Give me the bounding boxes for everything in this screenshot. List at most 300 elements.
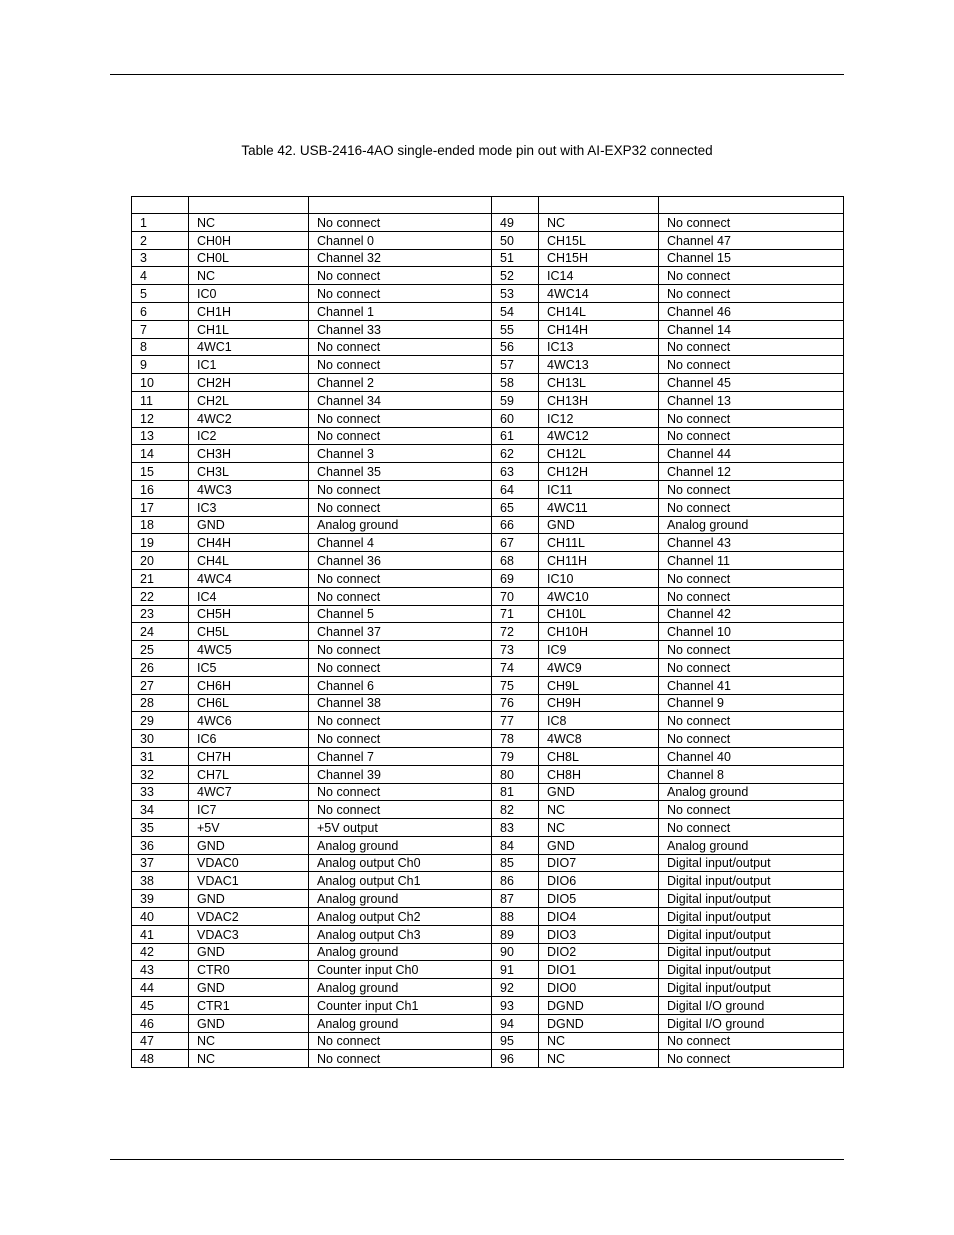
header-cell — [492, 197, 539, 214]
pin-number-cell: 40 — [132, 908, 189, 926]
signal-name-cell: NC — [539, 819, 659, 837]
pin-number-cell: 56 — [492, 338, 539, 356]
pin-number-cell: 36 — [132, 836, 189, 854]
signal-name-cell: 4WC5 — [189, 641, 309, 659]
pin-number-cell: 8 — [132, 338, 189, 356]
pin-description-cell: No connect — [309, 356, 492, 374]
table-row — [132, 765, 844, 783]
pin-number-cell: 62 — [492, 445, 539, 463]
pin-number-cell: 96 — [492, 1050, 539, 1068]
signal-name-cell: CH1H — [189, 302, 309, 320]
pin-number-cell: 30 — [132, 730, 189, 748]
signal-name-cell: 4WC12 — [539, 427, 659, 445]
pin-description-cell: No connect — [309, 1032, 492, 1050]
signal-name-cell: NC — [539, 1032, 659, 1050]
pin-number-cell: 93 — [492, 997, 539, 1015]
pin-number-cell: 25 — [132, 641, 189, 659]
signal-name-cell: IC0 — [189, 285, 309, 303]
pin-description-cell: Channel 37 — [309, 623, 492, 641]
table-row — [132, 694, 844, 712]
signal-name-cell: 4WC10 — [539, 587, 659, 605]
pin-description-cell: No connect — [659, 214, 844, 232]
pin-description-cell: Analog ground — [309, 979, 492, 997]
table-row — [132, 320, 844, 338]
pin-description-cell: No connect — [659, 338, 844, 356]
pin-number-cell: 42 — [132, 943, 189, 961]
signal-name-cell: IC1 — [189, 356, 309, 374]
table-row — [132, 908, 844, 926]
pin-description-cell: Channel 42 — [659, 605, 844, 623]
pin-number-cell: 60 — [492, 409, 539, 427]
signal-name-cell: CH11H — [539, 552, 659, 570]
pin-number-cell: 64 — [492, 480, 539, 498]
pin-description-cell: No connect — [659, 1050, 844, 1068]
pin-description-cell: No connect — [309, 587, 492, 605]
pin-number-cell: 26 — [132, 658, 189, 676]
table-row — [132, 463, 844, 481]
pin-description-cell: Channel 11 — [659, 552, 844, 570]
pin-description-cell: No connect — [659, 427, 844, 445]
signal-name-cell: CH3H — [189, 445, 309, 463]
pin-number-cell: 74 — [492, 658, 539, 676]
pin-description-cell: No connect — [659, 409, 844, 427]
signal-name-cell: GND — [189, 890, 309, 908]
pin-description-cell: No connect — [309, 480, 492, 498]
pin-number-cell: 46 — [132, 1014, 189, 1032]
pin-number-cell: 45 — [132, 997, 189, 1015]
pin-description-cell: Analog ground — [309, 516, 492, 534]
pin-number-cell: 71 — [492, 605, 539, 623]
pin-description-cell: No connect — [659, 1032, 844, 1050]
pin-number-cell: 83 — [492, 819, 539, 837]
table-row — [132, 445, 844, 463]
pin-number-cell: 85 — [492, 854, 539, 872]
pin-number-cell: 9 — [132, 356, 189, 374]
signal-name-cell: VDAC2 — [189, 908, 309, 926]
signal-name-cell: CH3L — [189, 463, 309, 481]
pin-description-cell: Channel 6 — [309, 676, 492, 694]
pin-description-cell: No connect — [659, 356, 844, 374]
table-row — [132, 391, 844, 409]
pin-number-cell: 57 — [492, 356, 539, 374]
signal-name-cell: VDAC0 — [189, 854, 309, 872]
pin-number-cell: 17 — [132, 498, 189, 516]
signal-name-cell: CH8L — [539, 747, 659, 765]
pin-number-cell: 2 — [132, 231, 189, 249]
pin-description-cell: Channel 43 — [659, 534, 844, 552]
signal-name-cell: CH5H — [189, 605, 309, 623]
table-row — [132, 747, 844, 765]
pin-description-cell: Channel 14 — [659, 320, 844, 338]
pin-number-cell: 29 — [132, 712, 189, 730]
pin-description-cell: No connect — [309, 498, 492, 516]
table-row — [132, 214, 844, 232]
signal-name-cell: IC6 — [189, 730, 309, 748]
pin-number-cell: 41 — [132, 925, 189, 943]
table-row — [132, 623, 844, 641]
signal-name-cell: 4WC4 — [189, 569, 309, 587]
signal-name-cell: CH7H — [189, 747, 309, 765]
pin-description-cell: +5V output — [309, 819, 492, 837]
pin-description-cell: Channel 32 — [309, 249, 492, 267]
signal-name-cell: CH11L — [539, 534, 659, 552]
pin-number-cell: 28 — [132, 694, 189, 712]
signal-name-cell: GND — [189, 836, 309, 854]
pin-number-cell: 22 — [132, 587, 189, 605]
pin-number-cell: 94 — [492, 1014, 539, 1032]
pin-description-cell: Channel 47 — [659, 231, 844, 249]
signal-name-cell: CH2L — [189, 391, 309, 409]
pin-number-cell: 50 — [492, 231, 539, 249]
pin-number-cell: 11 — [132, 391, 189, 409]
pin-description-cell: No connect — [309, 783, 492, 801]
signal-name-cell: NC — [539, 1050, 659, 1068]
pin-number-cell: 53 — [492, 285, 539, 303]
pin-number-cell: 76 — [492, 694, 539, 712]
pin-number-cell: 84 — [492, 836, 539, 854]
signal-name-cell: CH9L — [539, 676, 659, 694]
signal-name-cell: 4WC2 — [189, 409, 309, 427]
pin-description-cell: Analog output Ch1 — [309, 872, 492, 890]
pin-number-cell: 31 — [132, 747, 189, 765]
signal-name-cell: CH5L — [189, 623, 309, 641]
pin-number-cell: 80 — [492, 765, 539, 783]
signal-name-cell: DGND — [539, 1014, 659, 1032]
pinout-table — [131, 196, 844, 1068]
pin-number-cell: 13 — [132, 427, 189, 445]
pin-description-cell: Channel 7 — [309, 747, 492, 765]
pin-description-cell: No connect — [659, 267, 844, 285]
pin-number-cell: 73 — [492, 641, 539, 659]
pin-description-cell: No connect — [309, 285, 492, 303]
pin-description-cell: No connect — [659, 569, 844, 587]
pin-number-cell: 79 — [492, 747, 539, 765]
signal-name-cell: GND — [539, 783, 659, 801]
table-row — [132, 1014, 844, 1032]
table-row — [132, 997, 844, 1015]
signal-name-cell: CH13H — [539, 391, 659, 409]
signal-name-cell: CH10L — [539, 605, 659, 623]
pin-description-cell: Channel 12 — [659, 463, 844, 481]
table-row — [132, 552, 844, 570]
signal-name-cell: NC — [189, 267, 309, 285]
table-row — [132, 979, 844, 997]
signal-name-cell: IC7 — [189, 801, 309, 819]
pin-number-cell: 20 — [132, 552, 189, 570]
signal-name-cell: 4WC13 — [539, 356, 659, 374]
signal-name-cell: DIO5 — [539, 890, 659, 908]
pin-description-cell: Digital input/output — [659, 961, 844, 979]
pin-number-cell: 5 — [132, 285, 189, 303]
pin-number-cell: 48 — [132, 1050, 189, 1068]
pin-description-cell: No connect — [659, 587, 844, 605]
pin-number-cell: 44 — [132, 979, 189, 997]
pin-number-cell: 88 — [492, 908, 539, 926]
pin-description-cell: Digital I/O ground — [659, 1014, 844, 1032]
signal-name-cell: DIO3 — [539, 925, 659, 943]
pin-description-cell: No connect — [659, 480, 844, 498]
signal-name-cell: CH6H — [189, 676, 309, 694]
table-row — [132, 231, 844, 249]
pin-description-cell: Digital input/output — [659, 979, 844, 997]
table-row — [132, 783, 844, 801]
pin-description-cell: Channel 3 — [309, 445, 492, 463]
table-row — [132, 480, 844, 498]
header-cell — [659, 197, 844, 214]
signal-name-cell: IC8 — [539, 712, 659, 730]
header-cell — [539, 197, 659, 214]
pin-description-cell: Analog output Ch0 — [309, 854, 492, 872]
table-row — [132, 890, 844, 908]
pin-description-cell: No connect — [309, 338, 492, 356]
signal-name-cell: 4WC8 — [539, 730, 659, 748]
signal-name-cell: CH13L — [539, 374, 659, 392]
table-row — [132, 730, 844, 748]
table-row — [132, 338, 844, 356]
signal-name-cell: 4WC7 — [189, 783, 309, 801]
pin-description-cell: Analog output Ch2 — [309, 908, 492, 926]
pin-description-cell: No connect — [659, 801, 844, 819]
signal-name-cell: 4WC3 — [189, 480, 309, 498]
signal-name-cell: GND — [539, 836, 659, 854]
table-row — [132, 587, 844, 605]
pin-number-cell: 23 — [132, 605, 189, 623]
pin-number-cell: 78 — [492, 730, 539, 748]
signal-name-cell: CH8H — [539, 765, 659, 783]
pin-description-cell: No connect — [659, 658, 844, 676]
table-row — [132, 658, 844, 676]
signal-name-cell: CH12H — [539, 463, 659, 481]
pin-description-cell: Channel 41 — [659, 676, 844, 694]
pin-description-cell: Analog ground — [309, 1014, 492, 1032]
pin-description-cell: Digital input/output — [659, 890, 844, 908]
pin-number-cell: 90 — [492, 943, 539, 961]
signal-name-cell: CH0L — [189, 249, 309, 267]
pin-description-cell: No connect — [309, 712, 492, 730]
pin-number-cell: 58 — [492, 374, 539, 392]
pin-number-cell: 21 — [132, 569, 189, 587]
pin-number-cell: 95 — [492, 1032, 539, 1050]
pin-description-cell: No connect — [309, 1050, 492, 1068]
table-row — [132, 943, 844, 961]
pin-number-cell: 91 — [492, 961, 539, 979]
signal-name-cell: 4WC14 — [539, 285, 659, 303]
pin-description-cell: Channel 9 — [659, 694, 844, 712]
pin-description-cell: No connect — [659, 712, 844, 730]
pin-number-cell: 37 — [132, 854, 189, 872]
pin-number-cell: 61 — [492, 427, 539, 445]
signal-name-cell: +5V — [189, 819, 309, 837]
pin-description-cell: No connect — [659, 285, 844, 303]
pin-number-cell: 35 — [132, 819, 189, 837]
pin-number-cell: 86 — [492, 872, 539, 890]
table-row — [132, 267, 844, 285]
pin-description-cell: No connect — [659, 730, 844, 748]
pin-number-cell: 81 — [492, 783, 539, 801]
pin-number-cell: 51 — [492, 249, 539, 267]
pin-number-cell: 33 — [132, 783, 189, 801]
signal-name-cell: GND — [189, 1014, 309, 1032]
pin-description-cell: Channel 15 — [659, 249, 844, 267]
pin-description-cell: Digital input/output — [659, 925, 844, 943]
table-row — [132, 676, 844, 694]
pin-number-cell: 70 — [492, 587, 539, 605]
pin-description-cell: Counter input Ch1 — [309, 997, 492, 1015]
pin-number-cell: 27 — [132, 676, 189, 694]
signal-name-cell: DIO7 — [539, 854, 659, 872]
pin-number-cell: 43 — [132, 961, 189, 979]
signal-name-cell: CH6L — [189, 694, 309, 712]
signal-name-cell: CH4H — [189, 534, 309, 552]
pin-description-cell: Analog ground — [309, 943, 492, 961]
pin-description-cell: No connect — [309, 730, 492, 748]
table-row — [132, 1050, 844, 1068]
table-row — [132, 854, 844, 872]
pin-number-cell: 52 — [492, 267, 539, 285]
pin-description-cell: No connect — [309, 569, 492, 587]
signal-name-cell: CH0H — [189, 231, 309, 249]
pin-description-cell: Channel 45 — [659, 374, 844, 392]
signal-name-cell: GND — [189, 943, 309, 961]
pin-description-cell: Channel 33 — [309, 320, 492, 338]
pin-description-cell: Channel 36 — [309, 552, 492, 570]
table-row — [132, 801, 844, 819]
pin-description-cell: Channel 10 — [659, 623, 844, 641]
signal-name-cell: IC13 — [539, 338, 659, 356]
signal-name-cell: IC11 — [539, 480, 659, 498]
pin-number-cell: 59 — [492, 391, 539, 409]
pin-number-cell: 3 — [132, 249, 189, 267]
signal-name-cell: DIO1 — [539, 961, 659, 979]
pin-description-cell: No connect — [309, 409, 492, 427]
pinout-table-body — [132, 197, 844, 1068]
pin-number-cell: 77 — [492, 712, 539, 730]
pin-number-cell: 54 — [492, 302, 539, 320]
pin-number-cell: 89 — [492, 925, 539, 943]
pin-number-cell: 67 — [492, 534, 539, 552]
pin-description-cell: Channel 38 — [309, 694, 492, 712]
pin-number-cell: 66 — [492, 516, 539, 534]
table-row — [132, 819, 844, 837]
table-row — [132, 427, 844, 445]
pin-number-cell: 7 — [132, 320, 189, 338]
pin-description-cell: Channel 8 — [659, 765, 844, 783]
pin-description-cell: Channel 34 — [309, 391, 492, 409]
header-cell — [309, 197, 492, 214]
table-row — [132, 534, 844, 552]
table-row — [132, 641, 844, 659]
pin-number-cell: 63 — [492, 463, 539, 481]
pin-number-cell: 72 — [492, 623, 539, 641]
signal-name-cell: DIO0 — [539, 979, 659, 997]
signal-name-cell: IC2 — [189, 427, 309, 445]
table-caption: Table 42. USB-2416-4AO single-ended mode pin out with AI-EXP32 connected — [241, 143, 713, 158]
pin-number-cell: 75 — [492, 676, 539, 694]
pin-description-cell: Digital input/output — [659, 943, 844, 961]
pin-number-cell: 69 — [492, 569, 539, 587]
signal-name-cell: DIO6 — [539, 872, 659, 890]
signal-name-cell: GND — [539, 516, 659, 534]
pin-description-cell: Channel 4 — [309, 534, 492, 552]
signal-name-cell: 4WC9 — [539, 658, 659, 676]
pin-number-cell: 24 — [132, 623, 189, 641]
pin-description-cell: Channel 46 — [659, 302, 844, 320]
signal-name-cell: IC9 — [539, 641, 659, 659]
pin-description-cell: Analog ground — [659, 836, 844, 854]
pin-number-cell: 14 — [132, 445, 189, 463]
pin-description-cell: No connect — [659, 498, 844, 516]
pin-description-cell: Analog ground — [659, 516, 844, 534]
pin-number-cell: 47 — [132, 1032, 189, 1050]
pin-description-cell: Digital input/output — [659, 908, 844, 926]
pin-number-cell: 10 — [132, 374, 189, 392]
signal-name-cell: NC — [189, 1032, 309, 1050]
pin-number-cell: 68 — [492, 552, 539, 570]
table-row — [132, 285, 844, 303]
signal-name-cell: CTR0 — [189, 961, 309, 979]
pin-number-cell: 12 — [132, 409, 189, 427]
pin-description-cell: Analog ground — [659, 783, 844, 801]
pin-description-cell: No connect — [659, 641, 844, 659]
table-row — [132, 961, 844, 979]
header-cell — [132, 197, 189, 214]
table-row — [132, 836, 844, 854]
pin-description-cell: Analog ground — [309, 890, 492, 908]
table-row — [132, 498, 844, 516]
signal-name-cell: IC5 — [189, 658, 309, 676]
pin-description-cell: Channel 44 — [659, 445, 844, 463]
signal-name-cell: IC10 — [539, 569, 659, 587]
signal-name-cell: 4WC6 — [189, 712, 309, 730]
signal-name-cell: GND — [189, 516, 309, 534]
table-row — [132, 1032, 844, 1050]
table-row — [132, 516, 844, 534]
pin-number-cell: 55 — [492, 320, 539, 338]
table-row — [132, 374, 844, 392]
table-row — [132, 249, 844, 267]
signal-name-cell: IC3 — [189, 498, 309, 516]
signal-name-cell: CH14L — [539, 302, 659, 320]
pin-description-cell: Analog ground — [309, 836, 492, 854]
pin-number-cell: 87 — [492, 890, 539, 908]
signal-name-cell: IC14 — [539, 267, 659, 285]
signal-name-cell: CH2H — [189, 374, 309, 392]
pin-number-cell: 16 — [132, 480, 189, 498]
signal-name-cell: NC — [189, 214, 309, 232]
signal-name-cell: NC — [539, 214, 659, 232]
pin-description-cell: Digital I/O ground — [659, 997, 844, 1015]
signal-name-cell: CH7L — [189, 765, 309, 783]
signal-name-cell: CTR1 — [189, 997, 309, 1015]
pin-description-cell: No connect — [309, 214, 492, 232]
table-row — [132, 925, 844, 943]
pin-description-cell: No connect — [309, 427, 492, 445]
table-row — [132, 409, 844, 427]
pin-description-cell: Counter input Ch0 — [309, 961, 492, 979]
signal-name-cell: VDAC1 — [189, 872, 309, 890]
pin-description-cell: Channel 2 — [309, 374, 492, 392]
pin-description-cell: No connect — [309, 641, 492, 659]
table-row — [132, 356, 844, 374]
pin-number-cell: 39 — [132, 890, 189, 908]
pin-number-cell: 82 — [492, 801, 539, 819]
pin-number-cell: 92 — [492, 979, 539, 997]
pin-description-cell: Digital input/output — [659, 872, 844, 890]
table-row — [132, 712, 844, 730]
pin-description-cell: Digital input/output — [659, 854, 844, 872]
signal-name-cell: CH12L — [539, 445, 659, 463]
pin-description-cell: No connect — [659, 819, 844, 837]
